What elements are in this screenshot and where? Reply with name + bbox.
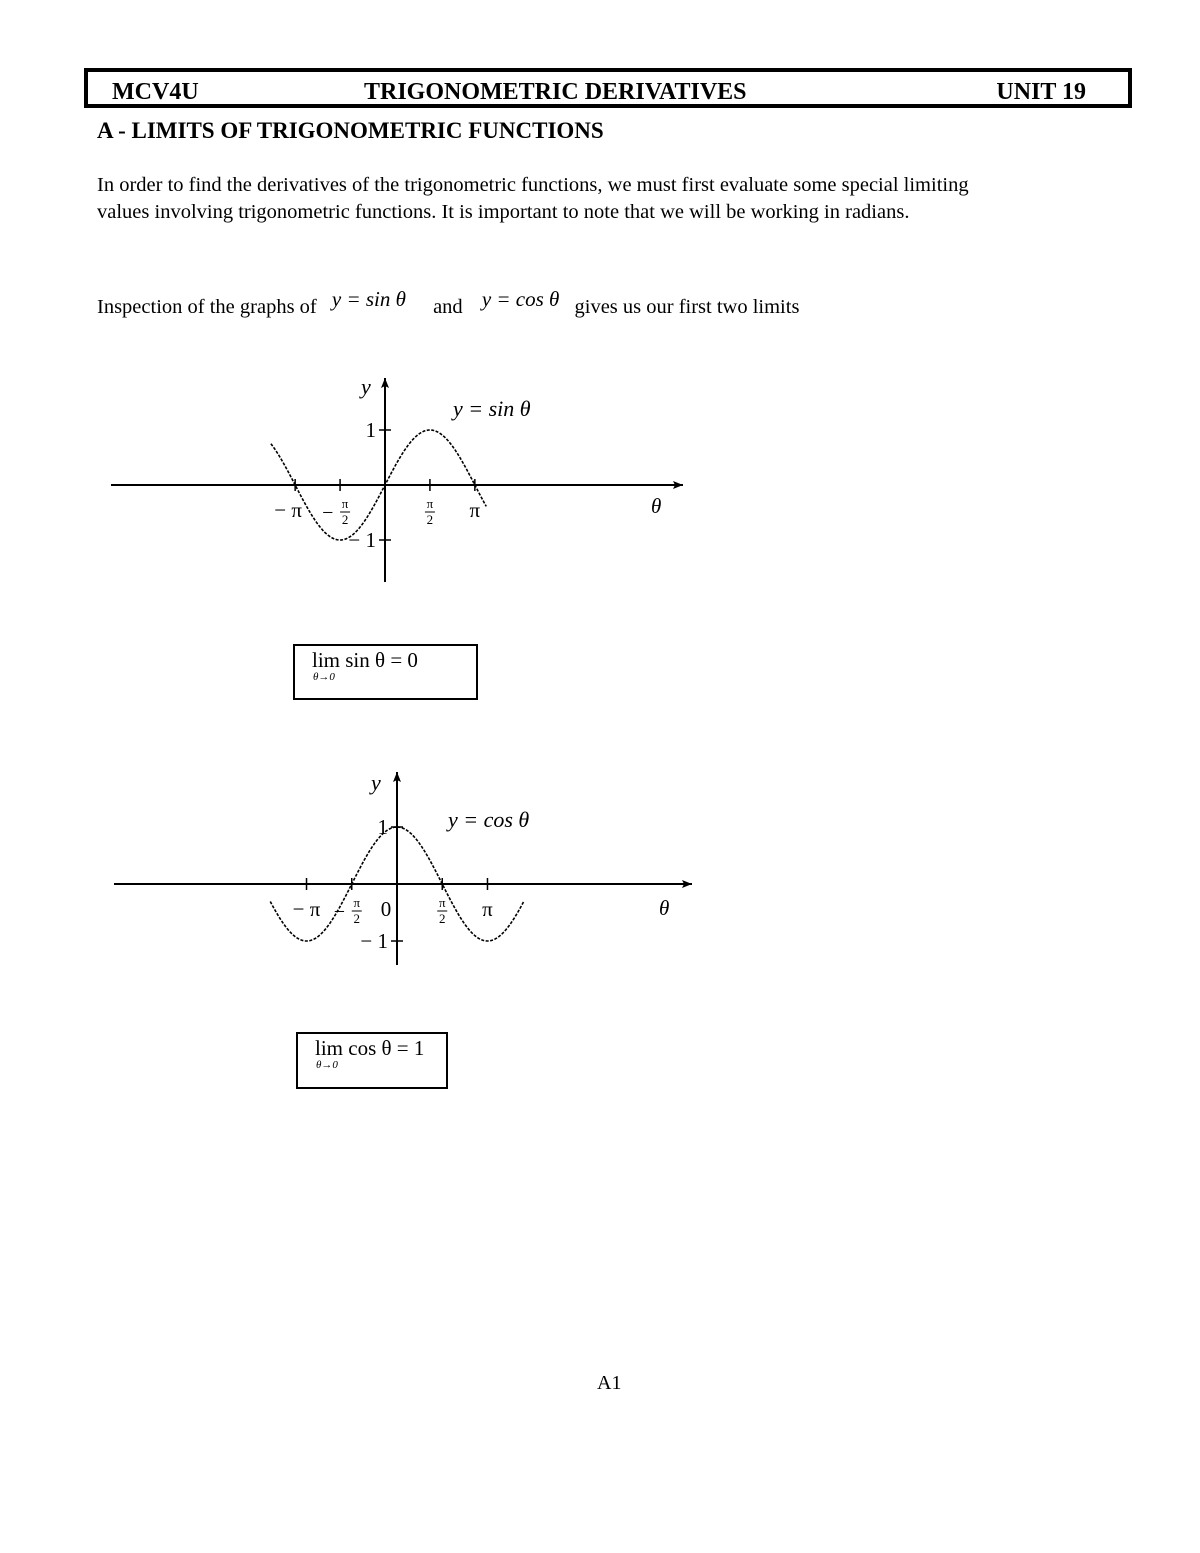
inspection-connector: and	[433, 296, 463, 318]
x-tick-label: − π	[292, 897, 321, 921]
x-tick-label-denominator: 2	[353, 911, 361, 926]
inspection-sentence	[97, 287, 800, 320]
x-tick-label-denominator: 2	[438, 911, 446, 926]
y-tick-label: − 1	[348, 528, 376, 552]
intro-paragraph	[97, 172, 1137, 226]
cosine-y-axis-label: y	[371, 770, 381, 795]
cosine-limit-expression: lim cos θ = 1	[315, 1036, 425, 1060]
sine-graph-title: y = sin θ	[453, 396, 531, 421]
cosine-graph-title: y = cos θ	[448, 807, 530, 832]
sine-graph	[105, 372, 695, 587]
intro-line-2: values involving trigonometric functions. It is important to note that we will be working in radians.	[97, 201, 910, 223]
x-tick-label-numerator: π	[341, 496, 349, 511]
cos-equation: y = cos θ	[481, 287, 560, 311]
cosine-axes	[114, 772, 692, 965]
y-tick-label: 1	[377, 815, 388, 839]
page-number: A1	[597, 1372, 622, 1394]
inspection-prefix: Inspection of the graphs of	[97, 296, 317, 318]
x-tick-label: 0	[380, 897, 392, 921]
intro-line-1: In order to find the derivatives of the trigonometric functions, we must first evaluate some special limiting	[97, 174, 969, 196]
x-tick-label-numerator: π	[426, 496, 434, 511]
cosine-x-axis-label: θ	[659, 896, 670, 920]
x-tick-label: π	[469, 498, 481, 522]
cosine-limit-box	[296, 1032, 448, 1089]
x-tick-label-denominator: 2	[426, 512, 434, 527]
x-tick-label-numerator: π	[438, 895, 446, 910]
inspection-suffix: gives us our first two limits	[574, 296, 800, 318]
x-tick-label: − π	[274, 498, 303, 522]
header-box	[84, 68, 1132, 108]
x-tick-label: π	[482, 897, 493, 921]
y-tick-label: − 1	[360, 929, 388, 953]
sin-equation: y = sin θ	[331, 287, 406, 311]
cosine-graph	[110, 760, 700, 970]
sine-y-axis-label: y	[361, 374, 371, 399]
y-tick-label: 1	[365, 418, 376, 442]
x-tick-label-denominator: 2	[341, 512, 349, 527]
unit-label: UNIT 19	[996, 79, 1086, 105]
cosine-limit-subscript: θ→0	[316, 1059, 338, 1071]
x-tick-label-sign: −	[333, 901, 346, 923]
x-tick-label-numerator: π	[353, 895, 361, 910]
sine-limit-subscript: θ→0	[313, 671, 335, 683]
sine-limit-expression: lim sin θ = 0	[312, 648, 418, 672]
sine-axes	[111, 378, 683, 582]
sine-limit-box	[293, 644, 478, 700]
x-tick-label-sign: −	[322, 502, 334, 524]
sine-x-axis-label: θ	[651, 494, 662, 518]
section-title: A - LIMITS OF TRIGONOMETRIC FUNCTIONS	[97, 118, 604, 143]
document-title: TRIGONOMETRIC DERIVATIVES	[364, 79, 747, 105]
course-code: MCV4U	[112, 79, 199, 105]
